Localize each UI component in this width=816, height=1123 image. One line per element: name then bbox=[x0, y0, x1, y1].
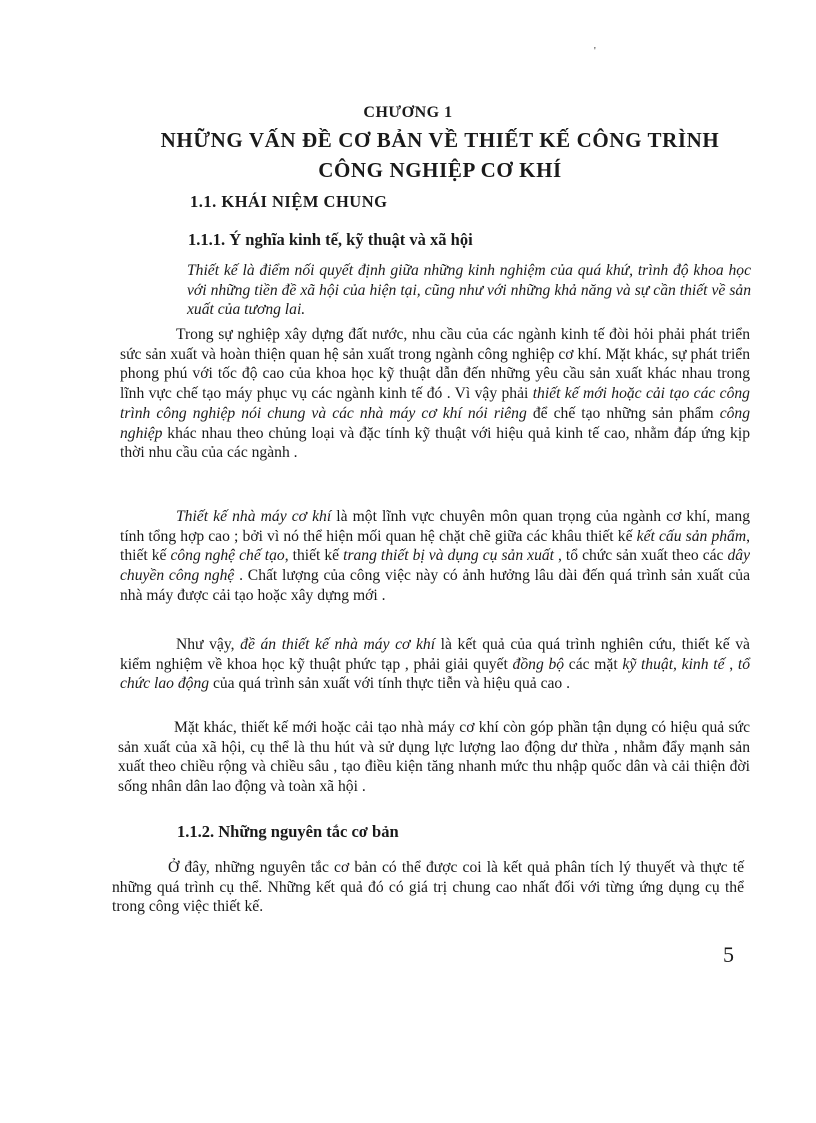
paragraph-3: Như vậy, đề án thiết kế nhà máy cơ khí là kết quả của quá trình nghiên cứu, thiết kế và kiểm nghiệm về khoa học kỹ thuật phức tạp , phải giải quyết đồng bộ các mặt kỹ thuật, kinh tế , tổ chức lao động của quá trình sản xuất với tính thực tiễn và hiệu quả cao . bbox=[120, 636, 750, 693]
paragraph-5: Ở đây, những nguyên tắc cơ bản có thể được coi là kết quả phân tích lý thuyết và thực tế những quá trình cụ thể. Những kết quả đó có giá trị chung cao nhất đối với từng ứng dụng cụ thể trong công việc thiết kế. bbox=[112, 859, 744, 916]
chapter-title-line-1: NHỮNG VẤN ĐỀ CƠ BẢN VỀ THIẾT KẾ CÔNG TRÌNH bbox=[160, 128, 720, 152]
page-number: 5 bbox=[723, 942, 734, 967]
section-heading: 1.1. KHÁI NIỆM CHUNG bbox=[190, 192, 388, 211]
epigraph-quote: Thiết kế là điểm nối quyết định giữa những kinh nghiệm của quá khứ, trình độ khoa học với những tiền đề xã hội của hiện tại, cũng như với những khả năng và sự cần thiết về sản xuất của tương lai. bbox=[187, 262, 751, 318]
paragraph-4: Mặt khác, thiết kế mới hoặc cải tạo nhà máy cơ khí còn góp phần tận dụng có hiệu quả sức sản xuất của xã hội, cụ thể là thu hút và sử dụng lực lượng lao động dư thừa , nhằm đẩy mạnh sản xuất theo chiều rộng và chiều sâu , tạo điều kiện tăng nhanh mức thu nhập quốc dân và cải thiện đời sống nhân dân lao động và toàn xã hội . bbox=[118, 719, 750, 796]
paragraph-1: Trong sự nghiệp xây dựng đất nước, nhu cầu của các ngành kinh tế đòi hỏi phải phát triển sức sản xuất và hoàn thiện quan hệ sản xuất trong ngành công nghiệp cơ khí. Mặt khác, sự phát triển phong phú với tốc độ cao của khoa học kỹ thuật dẫn đến những yêu cầu sản xuất khác nhau trong lĩnh vực chế tạo máy phục vụ các ngành kinh tế đó . Vì vậy phải thiết kế mới hoặc cải tạo các công trình công nghiệp nói chung và các nhà máy cơ khí nói riêng để chế tạo những sản phẩm công nghiệp khác nhau theo chủng loại và đặc tính kỹ thuật với hiệu quả kinh tế cao, nhằm đáp ứng kịp thời nhu cầu của các ngành . bbox=[120, 326, 750, 462]
scan-mark: ' bbox=[594, 46, 596, 57]
subsection-heading-2: 1.1.2. Những nguyên tắc cơ bản bbox=[177, 822, 399, 841]
paragraph-2: Thiết kế nhà máy cơ khí là một lĩnh vực chuyên môn quan trọng của ngành cơ khí, mang tính tổng hợp cao ; bởi vì nó thể hiện mối quan hệ chặt chẽ giữa các khâu thiết kế kết cấu sản phẩm, thiết kế công nghệ chế tạo, thiết kế trang thiết bị và dụng cụ sản xuất , tổ chức sản xuất theo các dây chuyền công nghệ . Chất lượng của công việc này có ảnh hưởng lâu dài đến quá trình sản xuất của nhà máy được cải tạo hoặc xây dựng mới . bbox=[120, 508, 751, 604]
chapter-title-line-2: CÔNG NGHIỆP CƠ KHÍ bbox=[318, 158, 562, 182]
subsection-heading-1: 1.1.1. Ý nghĩa kinh tế, kỹ thuật và xã hội bbox=[188, 230, 473, 249]
chapter-number: CHƯƠNG 1 bbox=[363, 104, 453, 121]
